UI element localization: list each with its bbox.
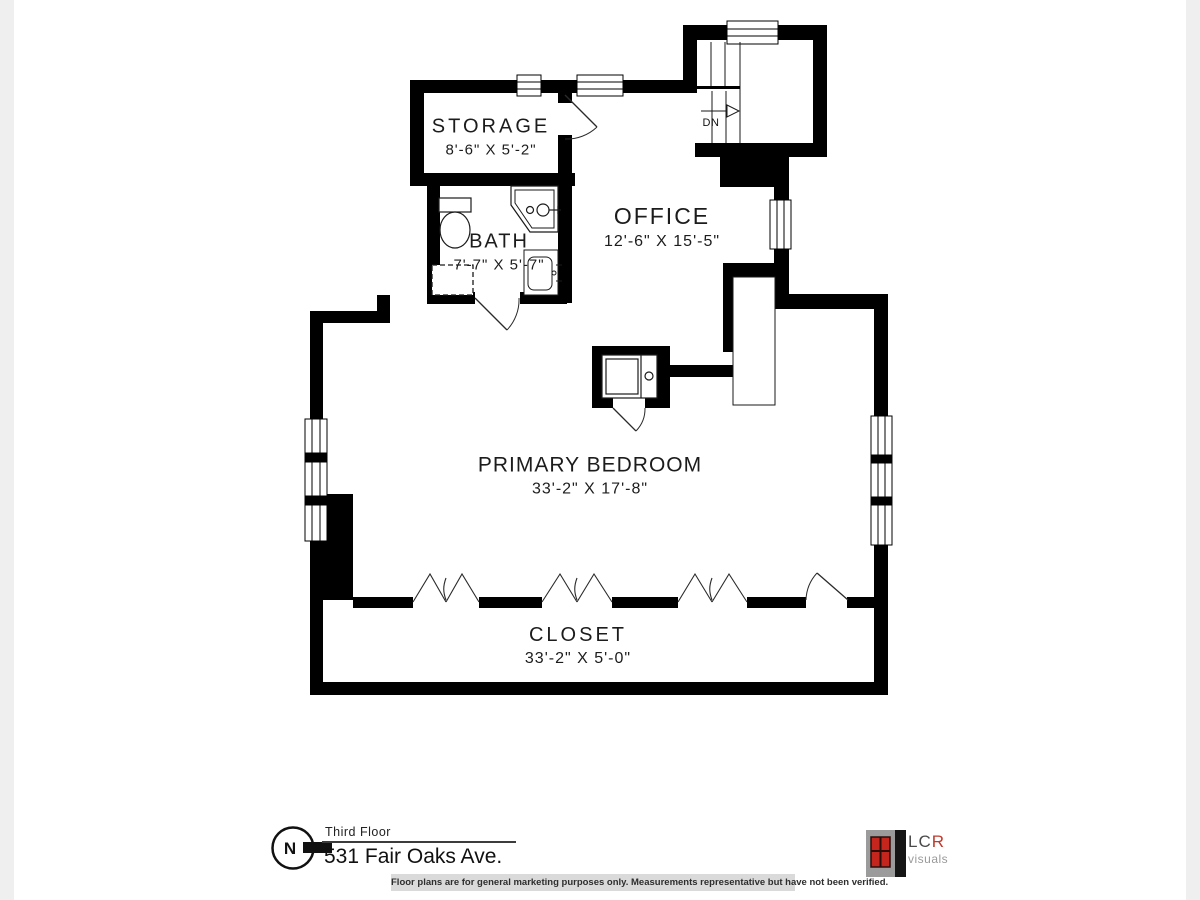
logo-wordmark xyxy=(908,832,945,852)
utility-fixture xyxy=(602,355,657,398)
room-label-closet xyxy=(525,624,631,668)
room-name: OFFICE xyxy=(613,203,711,229)
address-title: 531 Fair Oaks Ave. xyxy=(324,845,503,868)
room-dims: 33'-2" X 17'-8" xyxy=(531,480,649,498)
walls xyxy=(310,25,888,695)
room-label-primary-bedroom xyxy=(478,454,702,499)
logo-text-dark: LC xyxy=(908,832,932,851)
window-bedroom-left xyxy=(305,419,327,541)
room-dims: 8'-6" X 5'-2" xyxy=(445,141,537,159)
door-closet-bifold-1 xyxy=(413,574,479,602)
shower xyxy=(511,186,561,232)
dn-arrow xyxy=(701,105,739,117)
logo-subtitle: visuals xyxy=(908,852,949,866)
door-bath xyxy=(475,298,519,330)
disclaimer-text: Floor plans are for general marketing purposes only. Measurements representative but have not been verified. xyxy=(391,874,795,891)
stairs-dn-label: DN xyxy=(702,117,720,129)
room-name: STORAGE xyxy=(431,115,551,138)
room-name: BATH xyxy=(469,230,529,253)
window-office-top xyxy=(577,75,623,96)
room-name: CLOSET xyxy=(528,624,628,646)
open-chase-outline xyxy=(733,277,775,405)
room-label-office xyxy=(604,203,720,251)
door-closet-swing xyxy=(806,573,848,600)
room-dims: 33'-2" X 5'-0" xyxy=(524,650,632,667)
room-dims: 12'-6" X 15'-5" xyxy=(603,233,721,250)
door-closet-bifold-2 xyxy=(542,574,612,602)
logo-mark xyxy=(866,830,906,877)
room-label-bath xyxy=(453,231,544,274)
room-label-storage xyxy=(432,116,550,159)
north-letter: N xyxy=(283,839,297,858)
door-utility xyxy=(613,408,645,431)
window-bedroom-right xyxy=(871,416,892,545)
room-dims: 7'-7" X 5'-7" xyxy=(453,256,545,274)
logo-text-red: R xyxy=(931,832,946,851)
window-office-right xyxy=(770,200,791,249)
floor-title: Third Floor xyxy=(325,825,391,839)
door-closet-bifold-3 xyxy=(678,574,747,602)
room-name: PRIMARY BEDROOM xyxy=(477,453,703,477)
window-stairs-top xyxy=(727,21,778,44)
window-storage-top xyxy=(517,75,541,96)
title-divider-line xyxy=(322,841,516,843)
